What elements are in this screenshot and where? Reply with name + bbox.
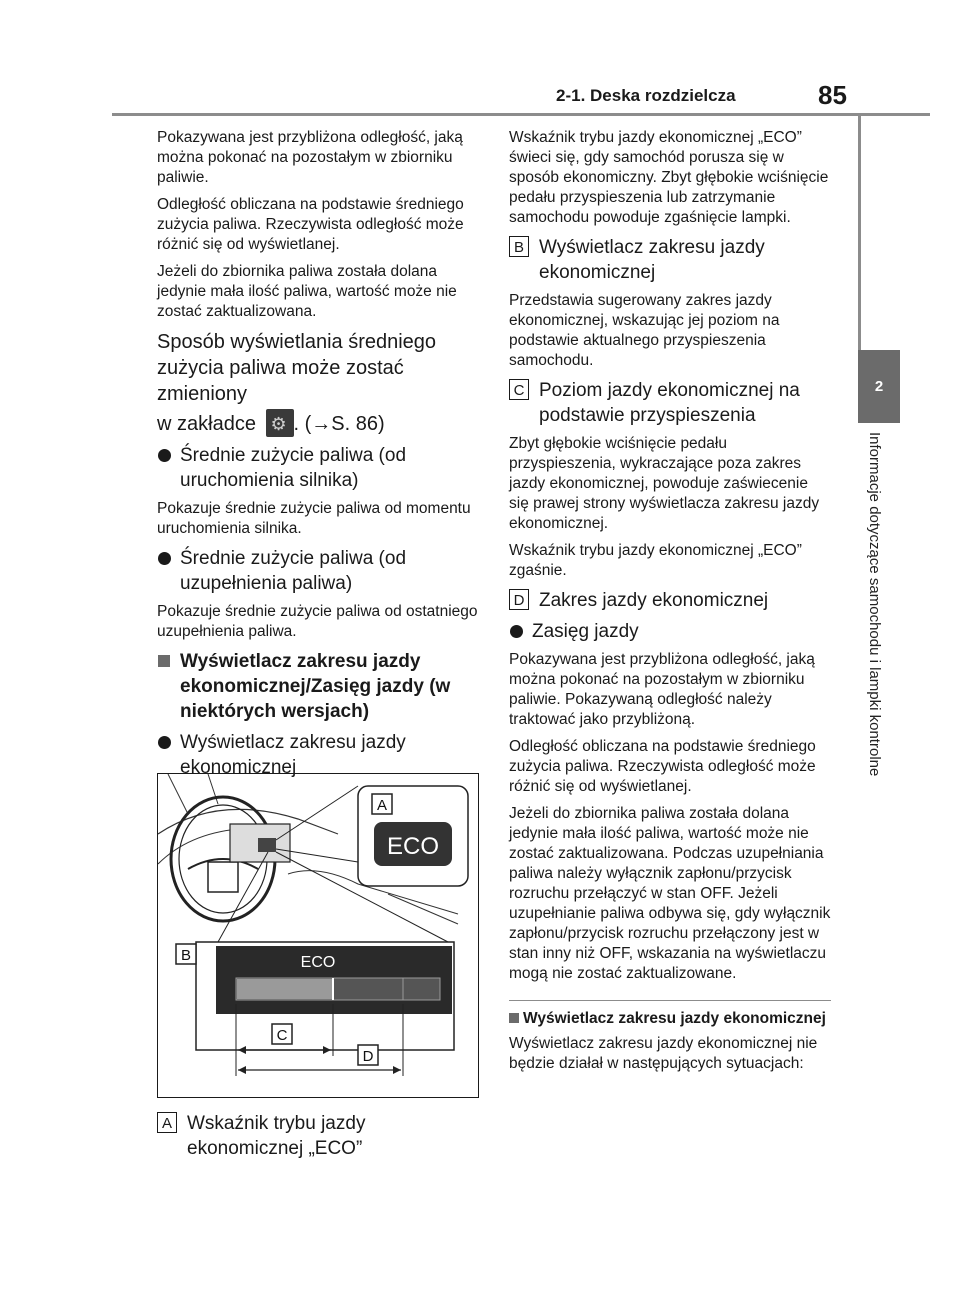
item-title: Poziom jazdy ekonomicznej na podstawie przyspieszenia xyxy=(539,380,800,426)
item-b-heading xyxy=(509,235,831,285)
paragraph: Pokazywana jest przybliżona odległość, jaką można pokonać na pozostałym w zbiorniku paliwie. xyxy=(157,129,463,186)
section-title: 2-1. Deska rozdzielcza xyxy=(556,86,736,105)
label-d-box: D xyxy=(509,589,529,610)
right-column xyxy=(509,128,831,1081)
bullet-icon xyxy=(158,552,171,565)
bullet-icon xyxy=(158,449,171,462)
side-rule xyxy=(858,113,861,350)
bullet-text: Średnie zużycie paliwa (od uzupełnienia paliwa) xyxy=(180,548,407,594)
page-number: 85 xyxy=(818,80,847,110)
label-c-box: C xyxy=(509,379,529,400)
bullet-heading xyxy=(157,443,479,493)
paragraph: Przedstawia sugerowany zakres jazdy ekonomicznej, wskazując jej poziom na podstawie aktualnego przyspieszenia samochodu. xyxy=(509,292,780,369)
heading-prefix: w zakładce xyxy=(157,413,256,435)
section-heading-line xyxy=(157,409,479,437)
label-b-box: B xyxy=(509,236,529,257)
paragraph: Wskaźnik trybu jazdy ekonomicznej „ECO” świeci się, gdy samochód porusza się w sposób ekonomiczny. Zbyt głębokie wciśnięcie pedału przyspieszenia lub zatrzymanie samochodu powoduje zgaśnięcie lampki. xyxy=(509,129,829,226)
dashboard-figure xyxy=(157,773,479,1098)
subsection-heading xyxy=(157,649,479,724)
header-rule xyxy=(112,113,930,116)
figure-caption xyxy=(157,1107,479,1167)
bullet-text: Średnie zużycie paliwa (od uruchomienia silnika) xyxy=(180,445,407,491)
subsection-heading xyxy=(509,1009,831,1028)
paragraph: Pokazywana jest przybliżona odległość, jaką można pokonać na pozostałym w zbiorniku paliwie. Pokazywaną odległość należy traktować jako przybliżoną. xyxy=(509,651,815,728)
paragraph: Jeżeli do zbiornika paliwa została dolana jedynie mała ilość paliwa, wartość może nie zostać zaktualizowana. xyxy=(157,263,457,320)
paragraph: Odległość obliczana na podstawie średniego zużycia paliwa. Rzeczywista odległość może różnić się od wyświetlanej. xyxy=(157,196,464,253)
page-reference: . (→S. 86) xyxy=(293,413,385,435)
caption-text: Wskaźnik trybu jazdy ekonomicznej „ECO” xyxy=(187,1113,366,1159)
eco-indicator-label: ECO xyxy=(386,833,440,860)
chapter-title: Informacje dotyczące samochodu i lampki kontrolne xyxy=(866,432,883,777)
item-c-heading xyxy=(509,378,831,428)
item-title: Wyświetlacz zakresu jazdy ekonomicznej xyxy=(539,237,765,283)
paragraph: Odległość obliczana na podstawie średniego zużycia paliwa. Rzeczywista odległość może różnić się od wyświetlanej. xyxy=(509,738,816,795)
bullet-icon xyxy=(510,625,523,638)
section-heading: Sposób wyświetlania średniego zużycia paliwa może zostać zmieniony xyxy=(157,331,437,405)
dashboard-illustration xyxy=(158,774,478,1096)
bullet-heading xyxy=(509,619,831,644)
bullet-text: Zasięg jazdy xyxy=(532,621,639,642)
paragraph: Wskaźnik trybu jazdy ekonomicznej „ECO” zgaśnie. xyxy=(509,542,802,579)
figure-label-d: D xyxy=(362,1048,374,1065)
paragraph: Pokazuje średnie zużycie paliwa od ostatniego uzupełnienia paliwa. xyxy=(157,603,478,640)
divider xyxy=(509,1000,831,1001)
square-bullet-icon xyxy=(158,655,170,667)
figure-label-c: C xyxy=(276,1027,288,1044)
item-d-heading xyxy=(509,588,831,613)
item-title: Zakres jazdy ekonomicznej xyxy=(539,590,769,611)
label-a-box: A xyxy=(157,1112,177,1133)
left-column xyxy=(157,128,479,786)
square-bullet-icon xyxy=(509,1013,519,1023)
figure-label-b: B xyxy=(180,947,192,964)
heading-text: Wyświetlacz zakresu jazdy ekonomicznej/Zasięg jazdy (w niektórych wersjach) xyxy=(180,651,451,722)
paragraph: Jeżeli do zbiornika paliwa została dolana jedynie mała ilość paliwa, wartość może nie zostać zaktualizowana. Podczas uzupełniania paliwa należy wyłącznik zapłonu/przycisk rozruchu przełączyć w stan OFF. Jeżeli uzupełnianie paliwa odbywa się, gdy wyłącznik zapłonu/przycisk rozruchu przełączony jest w stan inny niż OFF, wskazania na wyświetlaczu mogą nie zostać zaktualizowane. xyxy=(509,805,831,982)
chapter-tab: 2 xyxy=(858,350,900,423)
eco-display-label: ECO xyxy=(300,954,336,971)
gear-icon xyxy=(266,409,294,437)
bullet-heading xyxy=(157,546,479,596)
caption-a xyxy=(157,1111,479,1161)
paragraph: Pokazuje średnie zużycie paliwa od momentu uruchomienia silnika. xyxy=(157,500,471,537)
bullet-icon xyxy=(158,736,171,749)
figure-label-a: A xyxy=(376,797,388,814)
heading-text: Wyświetlacz zakresu jazdy ekonomicznej xyxy=(523,1010,826,1027)
paragraph: Zbyt głębokie wciśnięcie pedału przyspieszenia, wykraczające poza zakres jazdy ekonomicznej, powoduje zaświecenie się prawej strony wyświetlacza zakresu jazdy ekonomicznej. xyxy=(509,435,820,532)
bullet-text: Wyświetlacz zakresu jazdy ekonomicznej xyxy=(180,732,406,778)
paragraph: Wyświetlacz zakresu jazdy ekonomicznej nie będzie działał w następujących sytuacjach: xyxy=(509,1035,818,1072)
